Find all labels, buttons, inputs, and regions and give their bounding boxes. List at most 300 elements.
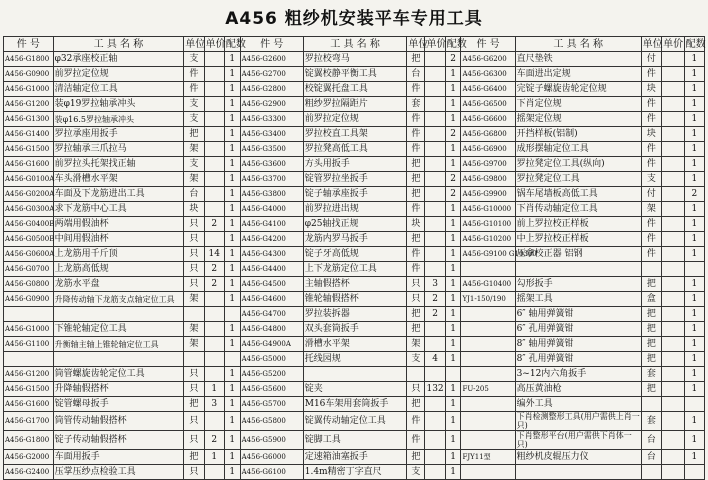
unit-cell: 件 — [407, 142, 425, 157]
quantity-cell: 1 — [684, 307, 704, 322]
tool-name-cell: 8″ 轴用弹簧钳 — [515, 337, 641, 352]
table-row — [4, 450, 705, 465]
table-row — [4, 82, 705, 97]
tool-name-cell: 锅车尾墙板高低工具 — [515, 187, 641, 202]
unit-cell: 支 — [407, 352, 425, 367]
unit-cell: 件 — [407, 431, 425, 450]
tool-name-cell: M16车架用套筒扳手 — [303, 397, 407, 412]
table-row — [4, 397, 705, 412]
unit-price-cell — [662, 67, 685, 82]
quantity-cell: 1 — [445, 412, 461, 431]
tool-name-cell: 罗拉凳高低工具 — [303, 142, 407, 157]
quantity-cell — [684, 465, 704, 480]
part-number-cell: A456-G1000 — [4, 322, 54, 337]
quantity-cell: 1 — [445, 352, 461, 367]
unit-cell: 支 — [641, 172, 661, 187]
part-number-cell: A456-G6400 — [461, 82, 515, 97]
unit-cell: 把 — [407, 172, 425, 187]
part-number-cell: A456-G6200 — [461, 52, 515, 67]
unit-price-cell — [662, 322, 685, 337]
quantity-cell: 1 — [224, 397, 240, 412]
unit-cell: 件 — [641, 247, 661, 262]
unit-cell: 盒 — [641, 292, 661, 307]
part-number-cell: A456-G6600 — [461, 112, 515, 127]
quantity-cell: 1 — [445, 382, 461, 397]
quantity-cell: 2 — [445, 52, 461, 67]
unit-price-cell — [204, 292, 224, 307]
part-number-cell — [461, 397, 515, 412]
column-header: 单价 — [663, 38, 684, 50]
tool-name-cell: 升降轴假搭杯 — [53, 382, 184, 397]
tool-name-cell: 锭翼校静平衡工具 — [303, 67, 407, 82]
part-number-cell — [461, 307, 515, 322]
part-number-cell — [461, 367, 515, 382]
unit-price-cell — [425, 157, 445, 172]
unit-price-cell — [662, 112, 685, 127]
part-number-cell — [461, 465, 515, 480]
part-number-cell: A456-G4400 — [240, 262, 303, 277]
unit-cell: 块 — [407, 217, 425, 232]
tool-name-cell: 锭子轴承座扳手 — [303, 187, 407, 202]
unit-cell: 台 — [184, 187, 204, 202]
part-number-cell: A456-G4600 — [240, 292, 303, 307]
part-number-cell: A456-G0500B — [4, 232, 54, 247]
unit-price-cell — [662, 82, 685, 97]
part-number-cell: A456-G3700 — [240, 172, 303, 187]
unit-cell: 台 — [407, 67, 425, 82]
unit-cell: 件 — [407, 412, 425, 431]
quantity-cell: 1 — [684, 157, 704, 172]
part-number-cell — [461, 337, 515, 352]
tool-name-cell: 主轴假搭杯 — [303, 277, 407, 292]
quantity-cell: 1 — [684, 82, 704, 97]
unit-price-cell — [425, 172, 445, 187]
unit-cell: 套 — [407, 97, 425, 112]
part-number-cell: A456-G5700 — [240, 397, 303, 412]
part-number-cell: A456-G4300 — [240, 247, 303, 262]
table-row — [4, 202, 705, 217]
unit-price-cell: 3 — [204, 397, 224, 412]
unit-price-cell: 2 — [204, 431, 224, 450]
tool-name-cell: 前罗拉头托架找正轴 — [53, 157, 184, 172]
tool-name-cell: 定速箱油塞扳手 — [303, 450, 407, 465]
part-number-cell: A456-G1200 — [4, 97, 54, 112]
quantity-cell: 1 — [445, 431, 461, 450]
part-number-cell: A456-G0300A — [4, 202, 54, 217]
unit-price-cell — [425, 262, 445, 277]
quantity-cell: 1 — [684, 277, 704, 292]
column-header: 工 具 名 称 — [303, 37, 407, 52]
quantity-cell: 1 — [445, 465, 461, 480]
unit-cell: 架 — [407, 337, 425, 352]
unit-price-cell: 1 — [204, 450, 224, 465]
part-number-cell: A456-G2600 — [240, 52, 303, 67]
unit-cell: 只 — [407, 277, 425, 292]
tool-name-cell: 6″ 孔用弹簧钳 — [515, 322, 641, 337]
part-number-cell: A456-G4100 — [240, 217, 303, 232]
part-number-cell: A456-G1600 — [4, 397, 54, 412]
unit-price-cell — [425, 465, 445, 480]
tool-name-cell: 开挡样板(铝制) — [515, 127, 641, 142]
unit-price-cell — [204, 172, 224, 187]
column-header: 工 具 名 称 — [53, 37, 184, 52]
quantity-cell — [224, 307, 240, 322]
unit-price-cell — [662, 292, 685, 307]
unit-cell: 把 — [407, 52, 425, 67]
unit-cell: 只 — [184, 382, 204, 397]
tool-name-cell: 车面进出定规 — [515, 67, 641, 82]
quantity-cell — [224, 352, 240, 367]
table-row — [4, 232, 705, 247]
unit-price-cell: 4 — [425, 352, 445, 367]
tool-name-cell: 龙筋水平盘 — [53, 277, 184, 292]
quantity-cell: 1 — [224, 412, 240, 431]
quantity-cell: 1 — [224, 52, 240, 67]
unit-price-cell — [662, 450, 685, 465]
unit-price-cell — [204, 367, 224, 382]
unit-cell: 把 — [407, 450, 425, 465]
table-row — [4, 97, 705, 112]
table-row — [4, 262, 705, 277]
unit-cell: 件 — [407, 127, 425, 142]
unit-price-cell — [425, 187, 445, 202]
part-number-cell — [461, 412, 515, 431]
unit-cell — [641, 262, 661, 277]
unit-cell: 支 — [407, 465, 425, 480]
column-header: 单位 — [642, 38, 663, 50]
part-number-cell: A456-G2700 — [240, 67, 303, 82]
part-number-cell: A456-G9700 — [461, 157, 515, 172]
unit-price-cell — [204, 465, 224, 480]
part-number-cell: A456-G10400 — [461, 277, 515, 292]
column-header: 配数 — [225, 38, 246, 50]
part-number-cell: A456-G6300 — [461, 67, 515, 82]
quantity-cell: 1 — [445, 142, 461, 157]
unit-price-cell: 2 — [204, 262, 224, 277]
part-number-cell — [461, 322, 515, 337]
quantity-cell: 1 — [445, 307, 461, 322]
quantity-cell: 1 — [224, 112, 240, 127]
part-number-cell: A456-G1300 — [4, 112, 54, 127]
tool-name-cell: 龙筋内罗马扳手 — [303, 232, 407, 247]
tool-name-cell: 罗拉校直工具架 — [303, 127, 407, 142]
unit-price-cell — [204, 352, 224, 367]
table-row — [4, 465, 705, 480]
quantity-cell: 2 — [445, 172, 461, 187]
unit-price-cell — [662, 262, 685, 277]
unit-cell: 把 — [184, 127, 204, 142]
part-number-cell: A456-G6500 — [461, 97, 515, 112]
unit-price-cell — [425, 217, 445, 232]
unit-price-cell — [425, 52, 445, 67]
part-number-cell: A456-G0900 — [4, 292, 54, 307]
part-number-cell: A456-G0400B — [4, 217, 54, 232]
part-number-cell: A456-G4700 — [240, 307, 303, 322]
quantity-cell: 1 — [684, 232, 704, 247]
unit-cell: 件 — [641, 142, 661, 157]
unit-cell: 只 — [184, 367, 204, 382]
column-header: 件 号 — [240, 37, 303, 52]
tool-name-cell: 升降传动轴下龙筋支点轴定位工具 — [53, 292, 184, 307]
quantity-cell: 1 — [224, 172, 240, 187]
quantity-cell: 1 — [445, 82, 461, 97]
part-number-cell: FU-205 — [461, 382, 515, 397]
table-row — [4, 142, 705, 157]
table-row — [4, 337, 705, 352]
tool-name-cell: 罗拉凳定位工具 — [515, 172, 641, 187]
part-number-cell: A456-G10100 — [461, 217, 515, 232]
quantity-cell: 1 — [684, 450, 704, 465]
tool-name-cell: 高压黄油枪 — [515, 382, 641, 397]
table-row — [4, 367, 705, 382]
unit-cell: 只 — [184, 232, 204, 247]
quantity-cell: 1 — [445, 337, 461, 352]
unit-cell: 件 — [407, 112, 425, 127]
unit-cell: 件 — [407, 202, 425, 217]
quantity-cell: 1 — [684, 292, 704, 307]
part-number-cell — [4, 307, 54, 322]
part-number-cell: A456-G6800 — [461, 127, 515, 142]
part-number-cell: A456-G0700 — [4, 262, 54, 277]
unit-price-cell — [204, 157, 224, 172]
tool-name-cell: 托线园规 — [303, 352, 407, 367]
quantity-cell: 1 — [684, 52, 704, 67]
unit-cell: 只 — [184, 465, 204, 480]
unit-price-cell — [204, 52, 224, 67]
unit-price-cell: 14 — [204, 247, 224, 262]
unit-price-cell — [662, 307, 685, 322]
unit-cell: 只 — [407, 382, 425, 397]
part-number-cell: A456-G1800 — [4, 52, 54, 67]
part-number-cell: FJY11型 — [461, 450, 515, 465]
unit-price-cell — [662, 157, 685, 172]
part-number-cell: A456-G0800 — [4, 277, 54, 292]
tool-name-cell: 罗拉轴承三爪拉马 — [53, 142, 184, 157]
tool-name-cell: 下肖传动轴定位工具 — [515, 202, 641, 217]
quantity-cell: 1 — [445, 217, 461, 232]
tool-name-cell: 装φ16.5罗拉轴承冲头 — [53, 112, 184, 127]
unit-cell: 架 — [184, 172, 204, 187]
tool-name-cell: 压掌压纱点检验工具 — [53, 465, 184, 480]
quantity-cell: 1 — [684, 431, 704, 450]
unit-cell: 件 — [407, 82, 425, 97]
part-number-cell — [461, 352, 515, 367]
tool-name-cell: 罗拉装拆器 — [303, 307, 407, 322]
unit-price-cell — [662, 397, 685, 412]
tool-name-cell — [515, 465, 641, 480]
unit-cell: 付 — [641, 187, 661, 202]
tool-name-cell: 下锥轮轴定位工具 — [53, 322, 184, 337]
unit-price-cell — [204, 127, 224, 142]
column-header: 单价 — [205, 38, 226, 50]
column-header: 单位 — [408, 38, 429, 50]
column-header: 件 号 — [4, 37, 54, 52]
unit-cell: 支 — [184, 97, 204, 112]
quantity-cell: 1 — [224, 142, 240, 157]
tool-name-cell: 下肖检测整形工具(用户需供上肖一只) — [516, 412, 640, 430]
quantity-cell: 1 — [684, 352, 704, 367]
unit-cell: 架 — [184, 142, 204, 157]
unit-cell: 只 — [184, 277, 204, 292]
table-row — [4, 247, 705, 262]
unit-cell: 把 — [407, 397, 425, 412]
table-row — [4, 277, 705, 292]
unit-cell — [407, 367, 425, 382]
quantity-cell — [684, 397, 704, 412]
column-header: 配数 — [446, 38, 467, 50]
unit-price-cell — [425, 67, 445, 82]
part-number-cell: A456-G3800 — [240, 187, 303, 202]
tool-name-cell: 下肖定位规 — [515, 97, 641, 112]
quantity-cell: 1 — [445, 450, 461, 465]
tool-name-cell: 两端用假油杯 — [53, 217, 184, 232]
quantity-cell: 1 — [684, 322, 704, 337]
tool-name-cell: 罗拉凳定位工具(纵向) — [515, 157, 641, 172]
unit-price-cell — [425, 127, 445, 142]
tool-name-cell: 1.4m精密丁字直尺 — [303, 465, 407, 480]
unit-price-cell — [425, 82, 445, 97]
quantity-cell: 2 — [684, 187, 704, 202]
quantity-cell: 1 — [224, 465, 240, 480]
tool-name-cell: 锭管螺母扳手 — [53, 397, 184, 412]
unit-price-cell — [425, 232, 445, 247]
tool-name-cell: 升衡轴主轴上锥轮轴定位工具 — [53, 337, 184, 352]
quantity-cell: 1 — [684, 112, 704, 127]
part-number-cell: A456-G10000 — [461, 202, 515, 217]
unit-price-cell — [662, 431, 685, 450]
tool-name-cell: 前罗拉进出规 — [303, 202, 407, 217]
unit-cell: 只 — [184, 217, 204, 232]
tool-name-cell: 清洁轴定位工具 — [53, 82, 184, 97]
unit-cell: 支 — [184, 112, 204, 127]
part-number-cell: A456-G5900 — [240, 431, 303, 450]
unit-cell: 件 — [641, 112, 661, 127]
part-number-cell: A456-G1000 — [4, 82, 54, 97]
tool-name-cell: 成形摆轴定位工具 — [515, 142, 641, 157]
tool-name-cell: 下肖整形平台(用户需供下肖体一只) — [515, 431, 641, 450]
unit-cell: 件 — [641, 67, 661, 82]
unit-cell: 件 — [641, 157, 661, 172]
unit-cell — [641, 397, 661, 412]
tool-name-cell — [53, 352, 184, 367]
unit-price-cell — [204, 232, 224, 247]
tool-name-cell: 校锭翼托盘工具 — [303, 82, 407, 97]
quantity-cell: 1 — [224, 67, 240, 82]
tool-name-cell: 上龙筋用千斤顶 — [53, 247, 184, 262]
part-number-cell: A456-G0600A — [4, 247, 54, 262]
unit-price-cell: 2 — [204, 277, 224, 292]
table-row — [4, 352, 705, 367]
quantity-cell: 1 — [684, 337, 704, 352]
part-number-cell: A456-G3600 — [240, 157, 303, 172]
quantity-cell: 1 — [224, 292, 240, 307]
column-header: 单位 — [185, 38, 206, 50]
unit-cell: 把 — [407, 307, 425, 322]
tool-name-cell — [515, 262, 641, 277]
tool-name-cell: 前罗拉定位规 — [303, 112, 407, 127]
table-row — [4, 67, 705, 82]
unit-cell: 把 — [641, 382, 661, 397]
unit-cell: 只 — [184, 262, 204, 277]
quantity-cell: 2 — [445, 127, 461, 142]
tool-name-cell: 勾形扳手 — [515, 277, 641, 292]
page-title: A456 粗纱机安装平车专用工具 — [225, 9, 483, 29]
part-number-cell: A456-G9100 G10300 — [461, 247, 515, 262]
quantity-cell: 1 — [224, 367, 240, 382]
unit-price-cell — [662, 202, 685, 217]
quantity-cell: 1 — [224, 202, 240, 217]
tool-name-cell — [53, 307, 184, 322]
unit-cell: 只 — [184, 412, 204, 431]
unit-cell: 只 — [184, 431, 204, 450]
unit-cell — [184, 307, 204, 322]
tool-name-cell: 求下龙筋中心工具 — [53, 202, 184, 217]
quantity-cell — [445, 367, 461, 382]
unit-price-cell — [204, 67, 224, 82]
unit-price-cell — [425, 322, 445, 337]
table-row — [4, 322, 705, 337]
tool-name-cell: 上下龙筋定位工具 — [303, 262, 407, 277]
table-row — [4, 217, 705, 232]
tool-name-cell: 粗纱机皮辊压力仪 — [515, 450, 641, 465]
part-number-cell: A456-G6000 — [240, 450, 303, 465]
unit-cell: 件 — [641, 232, 661, 247]
tool-name-cell: 锭子牙高低规 — [303, 247, 407, 262]
table-header-row — [4, 37, 705, 52]
unit-cell: 只 — [407, 292, 425, 307]
unit-price-cell — [662, 232, 685, 247]
table-row — [4, 157, 705, 172]
unit-cell: 付 — [641, 52, 661, 67]
part-number-cell: A456-G1400 — [4, 127, 54, 142]
part-number-cell: A456-G2000 — [4, 450, 54, 465]
tool-name-cell: 编外工具 — [515, 397, 641, 412]
part-number-cell: A456-G2900 — [240, 97, 303, 112]
part-number-cell: A456-G4800 — [240, 322, 303, 337]
tool-name-cell: 8″ 孔用弹簧钳 — [515, 352, 641, 367]
quantity-cell: 1 — [445, 322, 461, 337]
unit-price-cell — [662, 337, 685, 352]
unit-cell: 架 — [641, 202, 661, 217]
quantity-cell: 1 — [445, 202, 461, 217]
part-number-cell: A456-G0100A — [4, 172, 54, 187]
unit-cell: 件 — [184, 67, 204, 82]
unit-cell: 台 — [641, 431, 661, 450]
quantity-cell: 1 — [684, 382, 704, 397]
tools-table — [3, 36, 705, 480]
unit-cell: 把 — [407, 232, 425, 247]
unit-cell — [641, 465, 661, 480]
table-row — [4, 292, 705, 307]
table-row — [4, 52, 705, 67]
column-header: 件 号 — [461, 37, 515, 52]
table-row — [4, 112, 705, 127]
unit-price-cell — [662, 382, 685, 397]
unit-price-cell — [425, 97, 445, 112]
part-number-cell: A456-G1500 — [4, 382, 54, 397]
quantity-cell: 1 — [684, 412, 704, 431]
tool-name-cell: 方头用扳手 — [303, 157, 407, 172]
unit-price-cell: 2 — [425, 292, 445, 307]
quantity-cell: 1 — [684, 367, 704, 382]
quantity-cell: 1 — [224, 232, 240, 247]
tool-name-cell: φ25轴找正规 — [303, 217, 407, 232]
tool-name-cell: 前上罗拉校正样板 — [515, 217, 641, 232]
quantity-cell: 1 — [684, 172, 704, 187]
part-number-cell: A456-G1100 — [4, 337, 54, 352]
tool-name-cell: 锭翼传动轴定位工具 — [303, 412, 407, 431]
part-number-cell: A456-G2800 — [240, 82, 303, 97]
